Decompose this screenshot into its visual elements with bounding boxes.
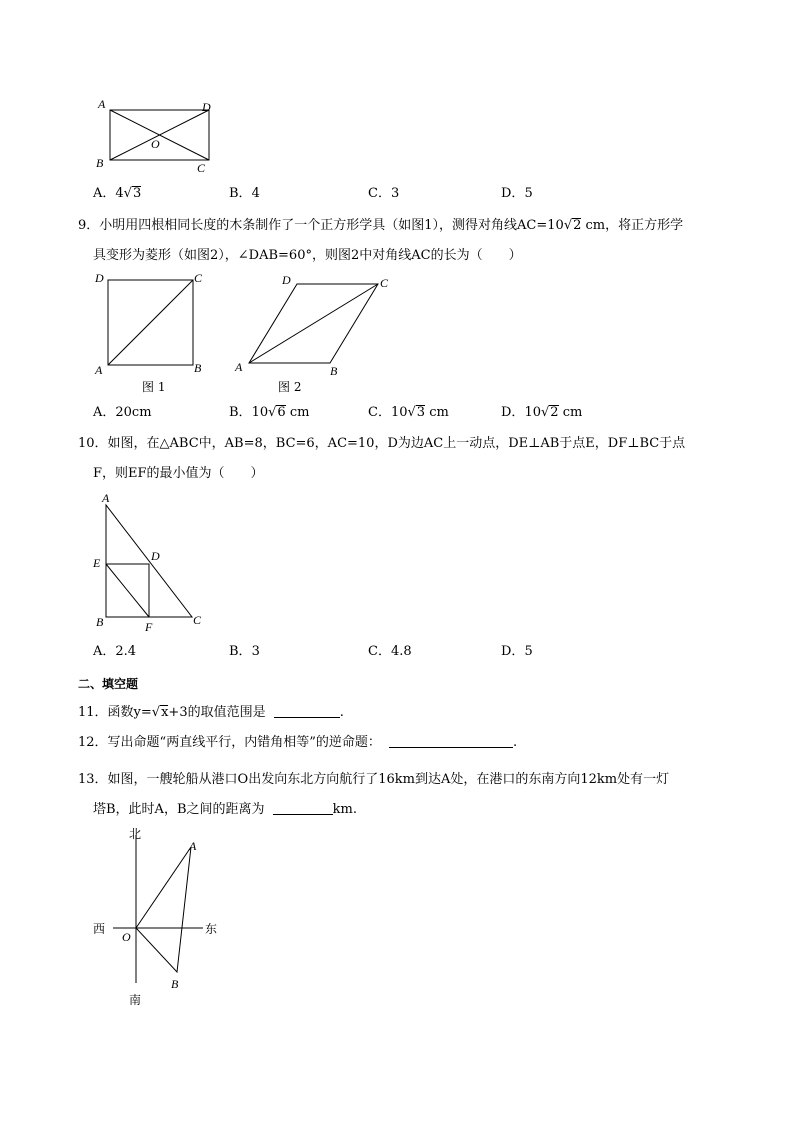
point-label-a: A [95,363,103,377]
option-value: 4.8 [390,644,412,659]
point-label-b: B [171,977,179,991]
q11-stem-suffix: +3的取值范围是 [168,705,266,720]
sqrt-symbol: √ [268,405,277,420]
q12-stem [78,735,517,751]
option-value: 5 [524,186,533,201]
point-label-e: E [93,556,101,570]
point-label-b: B [194,361,202,375]
q10-option-d[interactable] [501,644,533,660]
point-label-c: C [193,613,202,627]
point-label-c: C [194,271,203,285]
option-coefficient: 10 [251,405,269,420]
point-label-d: D [95,271,104,285]
point-label-a: A [189,839,197,853]
option-letter: C． [368,186,391,201]
q9-option-a[interactable] [93,405,152,421]
q13-unit: km. [332,802,357,817]
q9-option-d[interactable] [501,405,582,421]
q9-stem-line2: 具变形为菱形（如图2），∠DAB=60°，则图2中对角线AC的长为（ ） [93,248,522,263]
q9-stem-text: 9．小明用四根相同长度的木条制作了一个正方形学具（如图1），测得对角线AC=10 [78,218,564,233]
q10-stem-line2: F，则EF的最小值为（ ） [93,466,264,481]
option-letter: D． [501,405,525,420]
sqrt-symbol: √ [151,705,161,720]
rhombus-diagram [232,270,402,400]
q12-answer-blank[interactable] [389,735,513,748]
q9-option-b[interactable] [229,405,309,421]
q9-figure-1 [90,270,220,400]
option-letter: A． [93,405,116,420]
point-label-d: D [202,100,211,114]
segment-ef [106,564,149,617]
point-label-d: D [282,273,291,287]
option-unit: cm [425,405,449,420]
q8-figure [94,98,224,178]
option-unit: cm [558,405,583,420]
q13-stem-text: 塔B，此时A，B之间的距离为 [93,802,265,817]
point-label-f: F [145,620,153,634]
north-label: 北 [129,827,142,841]
option-value: 20cm [115,405,152,420]
west-label: 西 [93,922,106,936]
figure-caption: 图 2 [278,380,302,394]
option-letter: D． [501,186,525,201]
option-radicand: 6 [277,405,286,420]
sqrt-symbol: √ [123,186,132,201]
q8-option-b[interactable] [229,186,260,202]
south-label: 南 [129,993,142,1007]
diagonal-ac [249,284,378,363]
q10-option-a[interactable] [93,644,136,660]
option-value: 3 [251,644,260,659]
q13-stem-line2 [93,802,357,818]
option-letter: D． [501,644,525,659]
q11-stem [78,705,344,721]
option-coefficient: 4 [115,186,124,201]
q11-period: . [339,705,344,720]
q9-stem-suffix: cm，将正方形学 [581,218,684,233]
point-label-o: O [122,930,131,944]
point-label-c: C [380,276,389,290]
q9-option-c[interactable] [368,405,449,421]
point-label-o: O [151,137,160,151]
option-coefficient: 10 [524,405,541,420]
sqrt-symbol: √ [540,405,550,420]
q12-stem-text: 12．写出命题“两直线平行，内错角相等”的逆命题： [78,735,381,750]
q10-figure [90,490,220,635]
option-letter: C． [368,405,391,420]
point-label-a: A [102,491,110,505]
q11-stem-text: 11．函数y= [78,705,152,720]
option-value: 2.4 [115,644,137,659]
option-radicand: 2 [550,405,559,420]
q10-option-b[interactable] [229,644,260,660]
q13-compass-figure [88,825,238,1015]
q9-figure-2 [232,270,402,400]
q10-option-c[interactable] [368,644,412,660]
section-heading-fill-in: 二、填空题 [78,677,139,691]
point-label-c: C [197,161,206,175]
q8-option-a[interactable] [93,186,141,202]
q13-answer-blank[interactable] [273,802,333,815]
diagonal-ac [108,280,193,365]
option-letter: B． [229,644,252,659]
option-value: 4 [251,186,260,201]
q11-radicand: x [161,705,169,720]
q10-stem-line1: 10．如图，在△ABC中，AB=8，BC=6，AC=10，D为边AC上一动点，DE⊥AB于点E，DF⊥BC于点 [78,436,686,451]
option-unit: cm [285,405,310,420]
q11-answer-blank[interactable] [274,705,340,718]
sqrt-symbol: √ [407,405,416,420]
sqrt-symbol: √ [563,218,573,233]
option-coefficient: 10 [390,405,408,420]
east-label: 东 [205,922,218,936]
point-label-b: B [330,364,338,378]
option-letter: A． [93,186,116,201]
point-label-b: B [96,615,104,629]
option-letter: A． [93,644,116,659]
option-value: 5 [524,644,533,659]
option-letter: B． [229,186,252,201]
option-radicand: 3 [416,405,426,420]
point-label-a: A [235,360,243,374]
option-letter: B． [229,405,252,420]
point-label-a: A [98,97,106,111]
triangle-oab [136,847,191,972]
q8-option-c[interactable] [368,186,399,202]
q9-stem-line1 [78,218,683,234]
option-value: 3 [390,186,400,201]
point-label-d: D [151,549,160,563]
option-radicand: 3 [132,186,142,201]
figure-caption: 图 1 [142,380,166,394]
option-letter: C． [368,644,391,659]
point-label-b: B [96,156,104,170]
q9-radicand: 2 [573,218,582,233]
q13-stem-line1: 13．如图，一艘轮船从港口O出发向东北方向航行了16km到达A处，在港口的东南方向12km处有一灯 [78,772,670,787]
q8-option-d[interactable] [501,186,533,202]
q12-period: . [512,735,518,750]
